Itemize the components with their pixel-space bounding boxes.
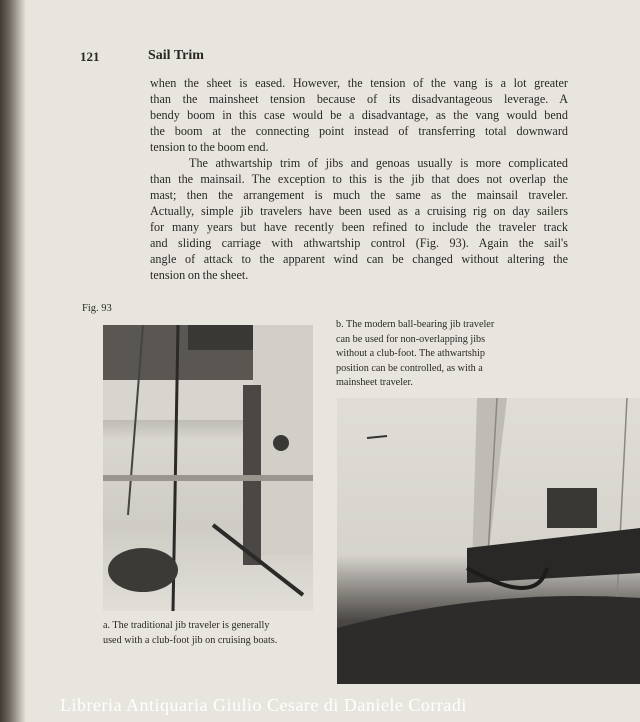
body-text-line: mast; then the arrangement is much the same as the mainsail traveler. bbox=[150, 188, 568, 202]
caption-b-line: b. The modern ball-bearing jib traveler bbox=[336, 319, 495, 330]
photo-a-illustration bbox=[103, 325, 313, 611]
page-number: 121 bbox=[80, 49, 100, 64]
running-title: Sail Trim bbox=[148, 48, 204, 63]
photo-b-illustration bbox=[337, 398, 640, 684]
caption-a-line: used with a club-foot jib on cruising boats. bbox=[103, 634, 278, 646]
body-text-line: and sliding carriage with athwartship control (Fig. 93). Again the sail's bbox=[150, 236, 568, 250]
figure-label: Fig. 93 bbox=[82, 303, 112, 314]
caption-b-line: can be used for non-overlapping jibs bbox=[336, 333, 486, 345]
body-text-line: bendy boom in this case would be a disadvantage, as the vang would bend bbox=[150, 108, 568, 122]
watermark: Libreria Antiquaria Giulio Cesare di Daniele Corradi bbox=[60, 695, 467, 715]
body-text-line: the boom at the connecting point instead of transferring total downward bbox=[150, 124, 568, 138]
caption-a-line: a. The traditional jib traveler is generally bbox=[103, 620, 270, 631]
caption-b-line: position can be controlled, as with a bbox=[336, 362, 483, 374]
photo-traditional-jib-traveler bbox=[103, 325, 313, 611]
photo-ball-bearing-jib-traveler bbox=[337, 398, 640, 684]
body-text-line: angle of attack to the apparent wind can be changed without altering the bbox=[150, 252, 568, 266]
body-text-line: for many years but have recently been refined to include the traveler track bbox=[150, 220, 568, 234]
body-text bbox=[150, 75, 568, 283]
caption-b-line: mainsheet traveler. bbox=[336, 377, 413, 388]
body-text-line: than the mainsheet tension because of its disadvantageous leverage. A bbox=[150, 92, 568, 106]
book-binding-edge bbox=[0, 0, 26, 722]
caption-b bbox=[336, 318, 576, 391]
body-text-line: tension to the boom end. bbox=[150, 140, 269, 154]
body-text-line: Actually, simple jib travelers have been used as a cruising rig on day sailers bbox=[150, 204, 568, 218]
body-text-line: than the mainsail. The exception to this is the jib that does not overlap the bbox=[150, 172, 568, 186]
caption-a bbox=[103, 619, 328, 648]
body-text-line: The athwartship trim of jibs and genoas usually is more complicated bbox=[189, 156, 568, 170]
body-text-line: tension on the sheet. bbox=[150, 268, 249, 282]
caption-b-line: without a club-foot. The athwartship bbox=[336, 348, 485, 359]
body-text-line: when the sheet is eased. However, the tension of the vang is a lot greater bbox=[150, 76, 568, 90]
